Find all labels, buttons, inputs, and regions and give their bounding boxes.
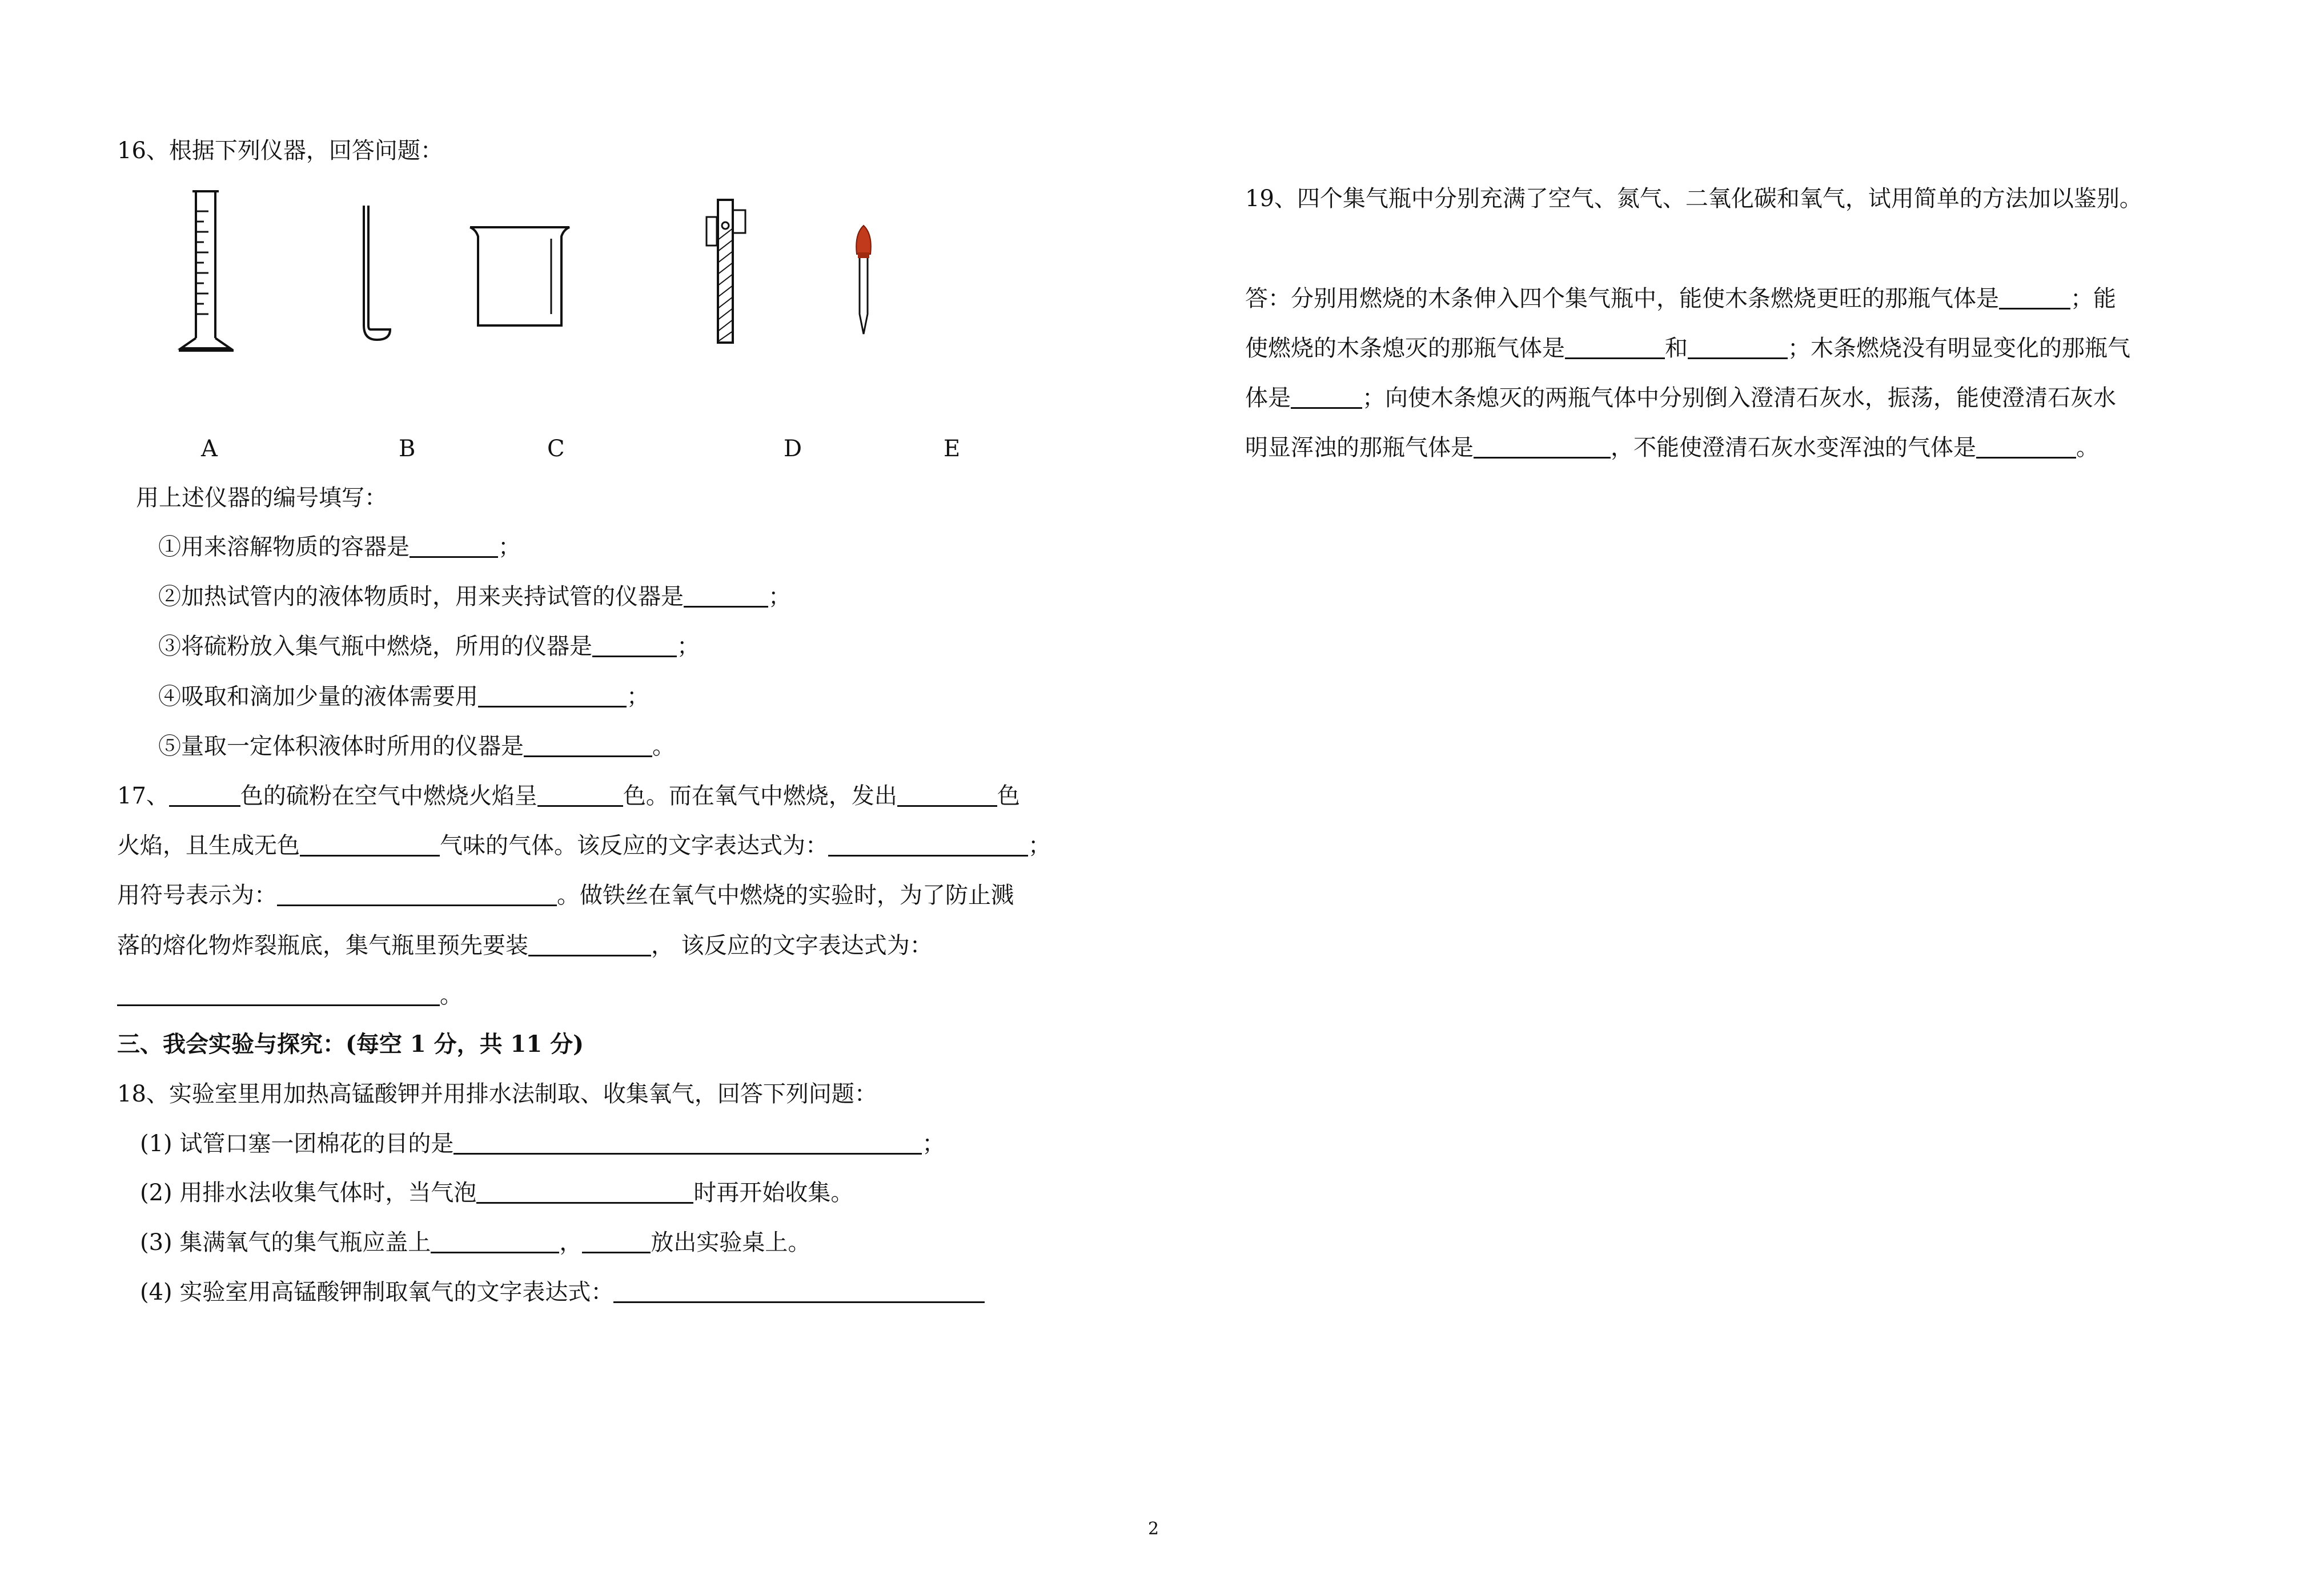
q16-item-1: ①用来溶解物质的容器是 ； <box>158 534 521 560</box>
answer-blank[interactable] <box>537 782 623 807</box>
q18-item-4: (4) 实验室用高锰酸钾制取氧气的文字表达式： <box>140 1277 985 1307</box>
q18-title: 18、实验室里用加热高锰酸钾并用排水法制取、收集氧气，回答下列问题： <box>117 1081 877 1107</box>
q16-item-5: ⑤量取一定体积液体时所用的仪器是 。 <box>158 733 675 759</box>
q16-item-4: ④吸取和滴加少量的液体需要用 ； <box>158 684 649 710</box>
answer-blank[interactable] <box>1474 434 1611 459</box>
answer-blank[interactable] <box>684 583 768 608</box>
answer-blank[interactable] <box>117 982 440 1006</box>
q18-item-1: (1) 试管口塞一团棉花的目的是 ； <box>140 1131 945 1157</box>
q16-item-2: ②加热试管内的液体物质时，用来夹持试管的仪器是 ； <box>158 584 791 610</box>
answer-blank[interactable] <box>1976 434 2076 459</box>
section-3-title: 三、我会实验与探究：(每空 1 分，共 11 分) <box>117 1031 584 1058</box>
q17-line-4: 落的熔化物炸裂瓶底，集气瓶里预先要装 ， 该反应的文字表达式为： <box>117 932 933 959</box>
answer-blank[interactable] <box>169 782 240 807</box>
answer-blank[interactable] <box>277 882 557 906</box>
answer-blank[interactable] <box>613 1279 985 1303</box>
q17-line-1: 17、 色的硫粉在空气中燃烧火焰呈 色。而在氧气中燃烧，发出 色 <box>117 783 1020 809</box>
answer-blank[interactable] <box>431 1229 559 1253</box>
answer-blank[interactable] <box>410 533 498 558</box>
answer-blank[interactable] <box>524 733 652 757</box>
instrument-label-e: E <box>944 436 961 462</box>
q17-line-5: 。 <box>117 980 463 1010</box>
instrument-label-a: A <box>201 436 218 462</box>
q16-item-3: ③将硫粉放入集气瓶中燃烧，所用的仪器是 ； <box>158 633 700 660</box>
q19-answer-line-4: 明显浑浊的那瓶气体是 ，不能使澄清石灰水变浑浊的气体是 。 <box>1245 435 2099 461</box>
page-number: 2 <box>1148 1519 1159 1539</box>
q16-title: 16、根据下列仪器，回答问题： <box>117 138 443 164</box>
test-tube-holder-icon <box>700 194 751 348</box>
answer-blank[interactable] <box>582 1229 651 1253</box>
answer-blank[interactable] <box>300 832 440 857</box>
answer-blank[interactable] <box>897 782 997 807</box>
answer-blank[interactable] <box>1565 335 1665 359</box>
dropper-icon <box>851 223 877 337</box>
answer-blank[interactable] <box>592 633 677 657</box>
q18-item-3: (3) 集满氧气的集气瓶应盖上 ， 放出实验桌上。 <box>140 1229 811 1256</box>
answer-blank[interactable] <box>1999 285 2070 309</box>
instrument-label-b: B <box>399 436 416 462</box>
q19-answer-line-3: 体是 ；向使木条熄灭的两瓶气体中分别倒入澄清石灰水，振荡，能使澄清石灰水 <box>1245 385 2116 411</box>
answer-blank[interactable] <box>478 683 627 707</box>
answer-blank[interactable] <box>1291 384 1362 409</box>
answer-blank[interactable] <box>476 1179 693 1204</box>
answer-blank[interactable] <box>1688 335 1788 359</box>
answer-blank[interactable] <box>828 832 1028 857</box>
q17-line-2: 火焰，且生成无色 气味的气体。该反应的文字表达式为： ； <box>117 833 1051 859</box>
answer-blank[interactable] <box>453 1130 922 1155</box>
instrument-label-d: D <box>784 436 802 462</box>
graduated-cylinder-icon <box>174 188 240 354</box>
q17-line-3: 用符号表示为： 。做铁丝在氧气中燃烧的实验时，为了防止溅 <box>117 882 1014 908</box>
glass-rod-icon <box>357 203 397 345</box>
q18-item-2: (2) 用排水法收集气体时，当气泡 时再开始收集。 <box>140 1180 854 1206</box>
q16-intro: 用上述仪器的编号填写： <box>136 485 387 511</box>
q19-answer-line-1: 答：分别用燃烧的木条伸入四个集气瓶中，能使木条燃烧更旺的那瓶气体是 ；能 <box>1245 286 2116 312</box>
instrument-label-c: C <box>547 436 565 462</box>
answer-blank[interactable] <box>528 932 651 956</box>
q19-title: 19、四个集气瓶中分别充满了空气、氮气、二氧化碳和氧气，试用简单的方法加以鉴别。 <box>1245 186 2142 212</box>
q19-answer-line-2: 使燃烧的木条熄灭的那瓶气体是 和 ；木条燃烧没有明显变化的那瓶气 <box>1245 335 2130 361</box>
beaker-icon <box>465 223 574 334</box>
